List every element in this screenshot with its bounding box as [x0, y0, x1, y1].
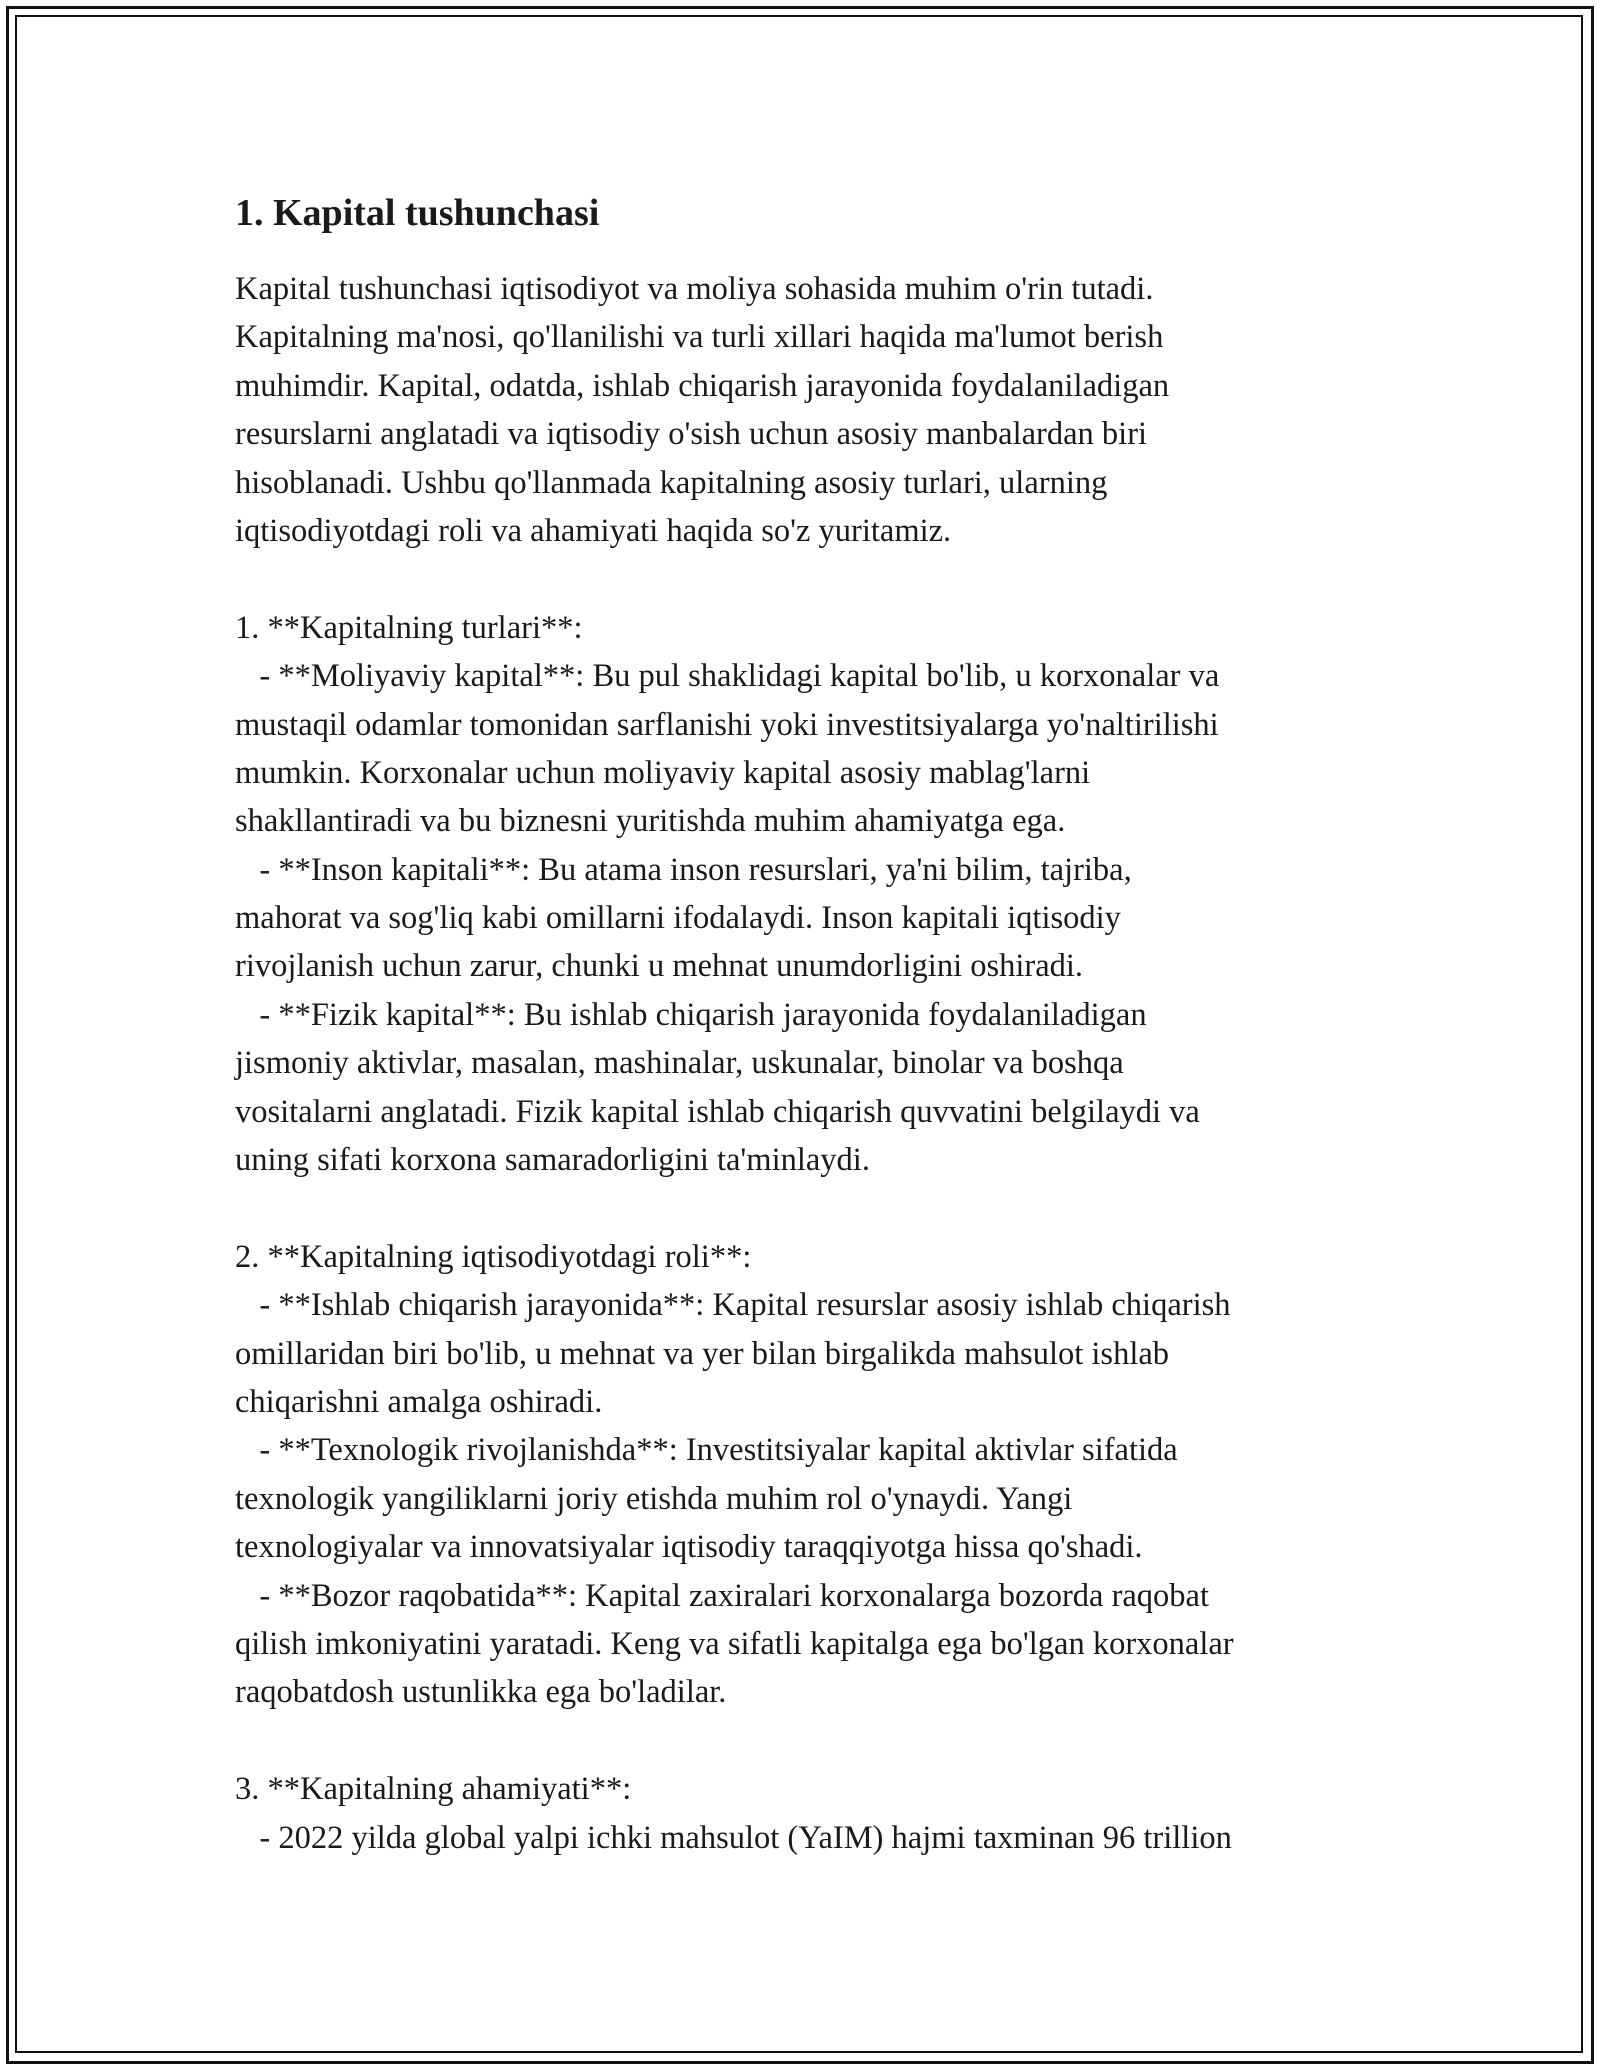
blank-line: [235, 1184, 1395, 1232]
list-heading: 3. **Kapitalning ahamiyati**:: [235, 1771, 632, 1808]
text-line: - **Ishlab chiqarish jarayonida**: Kapital resurslar asosiy ishlab chiqarish: [235, 1287, 1231, 1324]
document-heading: 1. Kapital tushunchasi: [235, 192, 600, 234]
text-line: - 2022 yilda global yalpi ichki mahsulot (YaIM) hajmi taxminan 96 trillion: [235, 1819, 1232, 1856]
text-line: jismoniy aktivlar, masalan, mashinalar, uskunalar, binolar va boshqa: [235, 1045, 1124, 1082]
text-line: - **Inson kapitali**: Bu atama inson resurslari, ya'ni bilim, tajriba,: [235, 851, 1132, 888]
text-line: - **Moliyaviy kapital**: Bu pul shaklidagi kapital bo'lib, u korxonalar va: [235, 658, 1220, 695]
text-line: chiqarishni amalga oshiradi.: [235, 1383, 603, 1420]
text-line: iqtisodiyotdagi roli va ahamiyati haqida so'z yuritamiz.: [235, 512, 952, 549]
intro-paragraph: [235, 265, 1395, 555]
text-line: texnologiyalar va innovatsiyalar iqtisodiy taraqqiyotga hissa qo'shadi.: [235, 1529, 1143, 1566]
text-line: omillaridan biri bo'lib, u mehnat va yer bilan birgalikda mahsulot ishlab: [235, 1335, 1170, 1372]
text-line: - **Texnologik rivojlanishda**: Investitsiyalar kapital aktivlar sifatida: [235, 1432, 1178, 1469]
text-line: rivojlanish uchun zarur, chunki u mehnat unumdorligini oshiradi.: [235, 948, 1084, 985]
text-line: hisoblanadi. Ushbu qo'llanmada kapitalning asosiy turlari, ularning: [235, 464, 1108, 501]
section-capital-types: [235, 604, 1395, 1185]
text-line: mustaqil odamlar tomonidan sarflanishi yoki investitsiyalarga yo'naltirilishi: [235, 706, 1219, 743]
text-line: - **Bozor raqobatida**: Kapital zaxiralari korxonalarga bozorda raqobat: [235, 1577, 1210, 1614]
text-line: vositalarni anglatadi. Fizik kapital ishlab chiqarish quvvatini belgilaydi va: [235, 1093, 1200, 1130]
document-body: [235, 185, 1395, 1862]
text-line: uning sifati korxona samaradorligini ta'minlaydi.: [235, 1142, 870, 1179]
text-line: raqobatdosh ustunlikka ega bo'ladilar.: [235, 1674, 727, 1711]
text-line: shakllantiradi va bu biznesni yuritishda muhim ahamiyatga ega.: [235, 803, 1066, 840]
text-line: - **Fizik kapital**: Bu ishlab chiqarish jarayonida foydalaniladigan: [235, 996, 1147, 1033]
section-capital-role: [235, 1233, 1395, 1717]
text-line: qilish imkoniyatini yaratadi. Keng va sifatli kapitalga ega bo'lgan korxonalar: [235, 1625, 1234, 1662]
list-heading: 1. **Kapitalning turlari**:: [235, 609, 583, 646]
text-line: texnologik yangiliklarni joriy etishda muhim rol o'ynaydi. Yangi: [235, 1480, 1073, 1517]
blank-line: [235, 555, 1395, 603]
text-line: resurslarni anglatadi va iqtisodiy o'sish uchun asosiy manbalardan biri: [235, 416, 1148, 453]
text-line: mumkin. Korxonalar uchun moliyaviy kapital asosiy mablag'larni: [235, 754, 1091, 791]
text-line: Kapitalning ma'nosi, qo'llanilishi va turli xillari haqida ma'lumot berish: [235, 319, 1164, 356]
text-line: Kapital tushunchasi iqtisodiyot va moliya sohasida muhim o'rin tutadi.: [235, 271, 1154, 307]
text-line: muhimdir. Kapital, odatda, ishlab chiqarish jarayonida foydalaniladigan: [235, 367, 1170, 404]
blank-line: [235, 1717, 1395, 1765]
section-capital-importance: [235, 1765, 1395, 1862]
list-heading: 2. **Kapitalning iqtisodiyotdagi roli**:: [235, 1238, 752, 1275]
text-line: mahorat va sog'liq kabi omillarni ifodalaydi. Inson kapitali iqtisodiy: [235, 900, 1121, 937]
